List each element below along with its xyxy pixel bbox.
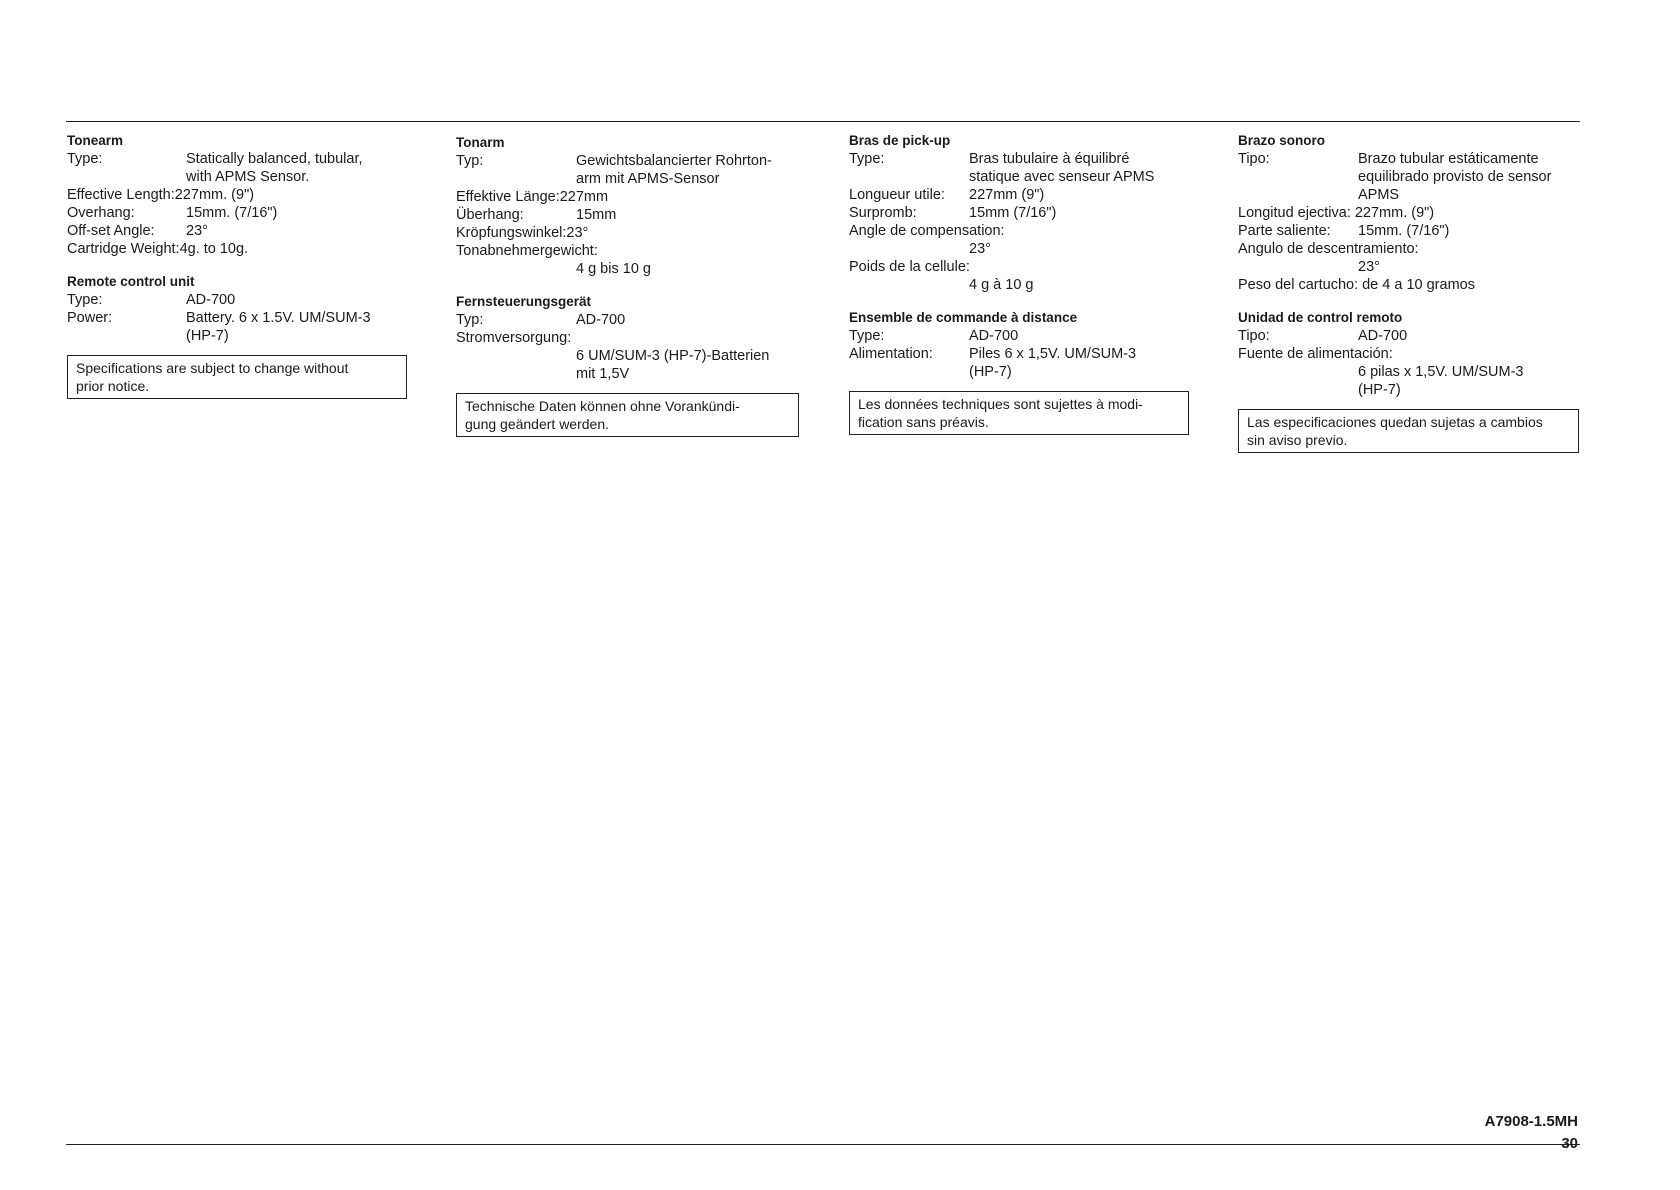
german-remote-type-label: Typ: bbox=[456, 312, 484, 328]
german-power-value-2: mit 1,5V bbox=[576, 366, 630, 382]
spanish-remote-type-value: AD-700 bbox=[1358, 328, 1408, 344]
german-power-label: Stromversorgung: bbox=[456, 330, 572, 346]
french-eff-length-label: Longueur utile: bbox=[849, 187, 945, 203]
french-remote-type-value: AD-700 bbox=[969, 328, 1019, 344]
spanish-power-row bbox=[1238, 345, 1579, 363]
spanish-eff-length-value: 227mm. (9") bbox=[1354, 205, 1435, 221]
french-power-row bbox=[849, 345, 1189, 363]
german-notice-line-2: gung geändert werden. bbox=[465, 416, 609, 432]
spanish-type-value-1: Brazo tubular estáticamente bbox=[1358, 151, 1539, 167]
french-power-value-1: Piles 6 x 1,5V. UM/SUM-3 bbox=[969, 346, 1137, 362]
german-eff-length-value: 227mm bbox=[559, 189, 609, 205]
french-overhang-label: Surpromb: bbox=[849, 205, 917, 221]
german-type-row-2 bbox=[456, 170, 799, 188]
page-number: 30 bbox=[1561, 1135, 1578, 1152]
english-power-row-2 bbox=[67, 327, 407, 345]
french-cartridge-row bbox=[849, 258, 1189, 276]
spanish-remote-type-row bbox=[1238, 327, 1579, 345]
german-cartridge-value-row bbox=[456, 260, 799, 278]
english-notice-line-2: prior notice. bbox=[76, 378, 150, 394]
english-offset-value: 23° bbox=[186, 223, 208, 239]
spanish-notice-line-2: sin aviso previo. bbox=[1247, 432, 1348, 448]
french-eff-length-row bbox=[849, 186, 1189, 204]
english-type-row bbox=[67, 150, 407, 168]
french-type-row-2 bbox=[849, 168, 1189, 186]
german-power-row bbox=[456, 329, 799, 347]
english-notice-box bbox=[67, 355, 407, 399]
french-type-label: Type: bbox=[849, 151, 885, 167]
french-offset-label: Angle de compensation: bbox=[849, 223, 1005, 239]
german-cartridge-label: Tonabnehmergewicht: bbox=[456, 243, 598, 259]
spanish-power-value-row-2 bbox=[1238, 381, 1579, 399]
english-cartridge-value: 4g. to 10g. bbox=[179, 241, 249, 257]
german-power-value-row-1 bbox=[456, 347, 799, 365]
spanish-type-row bbox=[1238, 150, 1579, 168]
german-offset-value: 23° bbox=[566, 225, 589, 241]
spanish-remote-title: Unidad de control remoto bbox=[1238, 310, 1403, 325]
english-type-value-1: Statically balanced, tubular, bbox=[186, 151, 363, 167]
spanish-overhang-value: 15mm. (7/16") bbox=[1358, 223, 1450, 239]
english-column bbox=[67, 132, 407, 399]
german-cartridge-row bbox=[456, 242, 799, 260]
spanish-type-value-2: equilibrado provisto de sensor bbox=[1358, 169, 1552, 185]
english-type-value-2: with APMS Sensor. bbox=[186, 169, 310, 185]
document-code: A7908-1.5MH bbox=[1484, 1113, 1578, 1130]
spanish-column bbox=[1238, 132, 1579, 453]
french-offset-value-row bbox=[849, 240, 1189, 258]
spanish-type-label: Tipo: bbox=[1238, 151, 1270, 167]
german-eff-length-label: Effektive Länge: bbox=[456, 189, 560, 205]
english-eff-length-value: 227mm. (9") bbox=[174, 187, 255, 203]
english-power-value-2: (HP-7) bbox=[186, 328, 229, 344]
english-remote-title: Remote control unit bbox=[67, 274, 195, 289]
french-type-value-1: Bras tubulaire à équilibré bbox=[969, 151, 1130, 167]
french-cartridge-label: Poids de la cellule: bbox=[849, 259, 970, 275]
english-type-label: Type: bbox=[67, 151, 103, 167]
french-overhang-row bbox=[849, 204, 1189, 222]
spanish-notice-line-1: Las especificaciones quedan sujetas a cambios bbox=[1247, 414, 1543, 430]
spanish-type-row-2 bbox=[1238, 168, 1579, 186]
french-column bbox=[849, 132, 1189, 435]
german-column bbox=[456, 134, 799, 437]
french-offset-row bbox=[849, 222, 1189, 240]
english-cartridge-row bbox=[67, 240, 407, 258]
english-remote-type-row bbox=[67, 291, 407, 309]
french-notice-line-1: Les données techniques sont sujettes à modi- bbox=[858, 396, 1143, 412]
german-overhang-label: Überhang: bbox=[456, 207, 524, 223]
french-offset-value: 23° bbox=[969, 241, 991, 257]
french-notice-box bbox=[849, 391, 1189, 435]
spanish-type-value-3: APMS bbox=[1358, 187, 1400, 203]
french-cartridge-value-row bbox=[849, 276, 1189, 294]
english-power-label: Power: bbox=[67, 310, 113, 326]
spanish-power-value-1: 6 pilas x 1,5V. UM/SUM-3 bbox=[1358, 364, 1524, 380]
french-remote-title: Ensemble de commande à distance bbox=[849, 310, 1078, 325]
french-power-value-2: (HP-7) bbox=[969, 364, 1012, 380]
english-eff-length-row bbox=[67, 186, 407, 204]
english-overhang-value: 15mm. (7/16") bbox=[186, 205, 278, 221]
german-type-value-2: arm mit APMS-Sensor bbox=[576, 171, 720, 187]
spanish-offset-label: Angulo de descentramiento: bbox=[1238, 241, 1419, 257]
spanish-offset-row bbox=[1238, 240, 1579, 258]
spanish-power-value-2: (HP-7) bbox=[1358, 382, 1401, 398]
spanish-cartridge-row bbox=[1238, 276, 1579, 294]
german-power-value-1: 6 UM/SUM-3 (HP-7)-Batterien bbox=[576, 348, 770, 364]
spanish-offset-value: 23° bbox=[1358, 259, 1380, 275]
german-tonearm-title: Tonarm bbox=[456, 135, 505, 150]
english-overhang-label: Overhang: bbox=[67, 205, 135, 221]
french-tonearm-title: Bras de pick-up bbox=[849, 133, 951, 148]
english-remote-type-value: AD-700 bbox=[186, 292, 236, 308]
english-overhang-row bbox=[67, 204, 407, 222]
spanish-overhang-label: Parte saliente: bbox=[1238, 223, 1331, 239]
spanish-eff-length-label: Longitud ejectiva: bbox=[1238, 205, 1351, 221]
english-power-row bbox=[67, 309, 407, 327]
german-remote-title: Fernsteuerungsgerät bbox=[456, 294, 592, 309]
german-notice-line-1: Technische Daten können ohne Vorankündi- bbox=[465, 398, 740, 414]
german-notice-box bbox=[456, 393, 799, 437]
english-tonearm-title: Tonearm bbox=[67, 133, 124, 148]
french-remote-type-row bbox=[849, 327, 1189, 345]
bottom-rule bbox=[66, 1144, 1580, 1145]
spanish-overhang-row bbox=[1238, 222, 1579, 240]
german-type-value-1: Gewichtsbalancierter Rohrton- bbox=[576, 153, 772, 169]
french-type-value-2: statique avec senseur APMS bbox=[969, 169, 1155, 185]
french-remote-type-label: Type: bbox=[849, 328, 885, 344]
spanish-type-row-3 bbox=[1238, 186, 1579, 204]
german-cartridge-value: 4 g bis 10 g bbox=[576, 261, 651, 277]
spanish-tonearm-title: Brazo sonoro bbox=[1238, 133, 1326, 148]
english-offset-row bbox=[67, 222, 407, 240]
german-overhang-value: 15mm bbox=[576, 207, 617, 223]
spanish-remote-type-label: Tipo: bbox=[1238, 328, 1270, 344]
german-overhang-row bbox=[456, 206, 799, 224]
spanish-notice-box bbox=[1238, 409, 1579, 453]
english-offset-label: Off-set Angle: bbox=[67, 223, 155, 239]
spanish-cartridge-value: de 4 a 10 gramos bbox=[1362, 277, 1475, 293]
english-remote-type-label: Type: bbox=[67, 292, 103, 308]
spanish-cartridge-label: Peso del cartucho: bbox=[1238, 277, 1359, 293]
english-type-row-2 bbox=[67, 168, 407, 186]
french-cartridge-value: 4 g à 10 g bbox=[969, 277, 1034, 293]
spanish-power-label: Fuente de alimentación: bbox=[1238, 346, 1393, 362]
spanish-eff-length-row bbox=[1238, 204, 1579, 222]
french-type-row bbox=[849, 150, 1189, 168]
english-power-value-1: Battery. 6 x 1.5V. UM/SUM-3 bbox=[186, 310, 371, 326]
german-offset-row bbox=[456, 224, 799, 242]
german-remote-type-row bbox=[456, 311, 799, 329]
french-notice-line-2: fication sans préavis. bbox=[858, 414, 989, 430]
german-eff-length-row bbox=[456, 188, 799, 206]
french-overhang-value: 15mm (7/16") bbox=[969, 205, 1057, 221]
german-offset-label: Kröpfungswinkel: bbox=[456, 225, 567, 241]
french-eff-length-value: 227mm (9") bbox=[969, 187, 1045, 203]
spanish-offset-value-row bbox=[1238, 258, 1579, 276]
english-notice-line-1: Specifications are subject to change without bbox=[76, 360, 349, 376]
german-type-label: Typ: bbox=[456, 153, 484, 169]
english-cartridge-label: Cartridge Weight: bbox=[67, 241, 180, 257]
german-remote-type-value: AD-700 bbox=[576, 312, 626, 328]
german-power-value-row-2 bbox=[456, 365, 799, 383]
spanish-power-value-row-1 bbox=[1238, 363, 1579, 381]
english-eff-length-label: Effective Length: bbox=[67, 187, 175, 203]
french-power-label: Alimentation: bbox=[849, 346, 933, 362]
top-rule bbox=[66, 121, 1580, 122]
german-type-row bbox=[456, 152, 799, 170]
french-power-row-2 bbox=[849, 363, 1189, 381]
